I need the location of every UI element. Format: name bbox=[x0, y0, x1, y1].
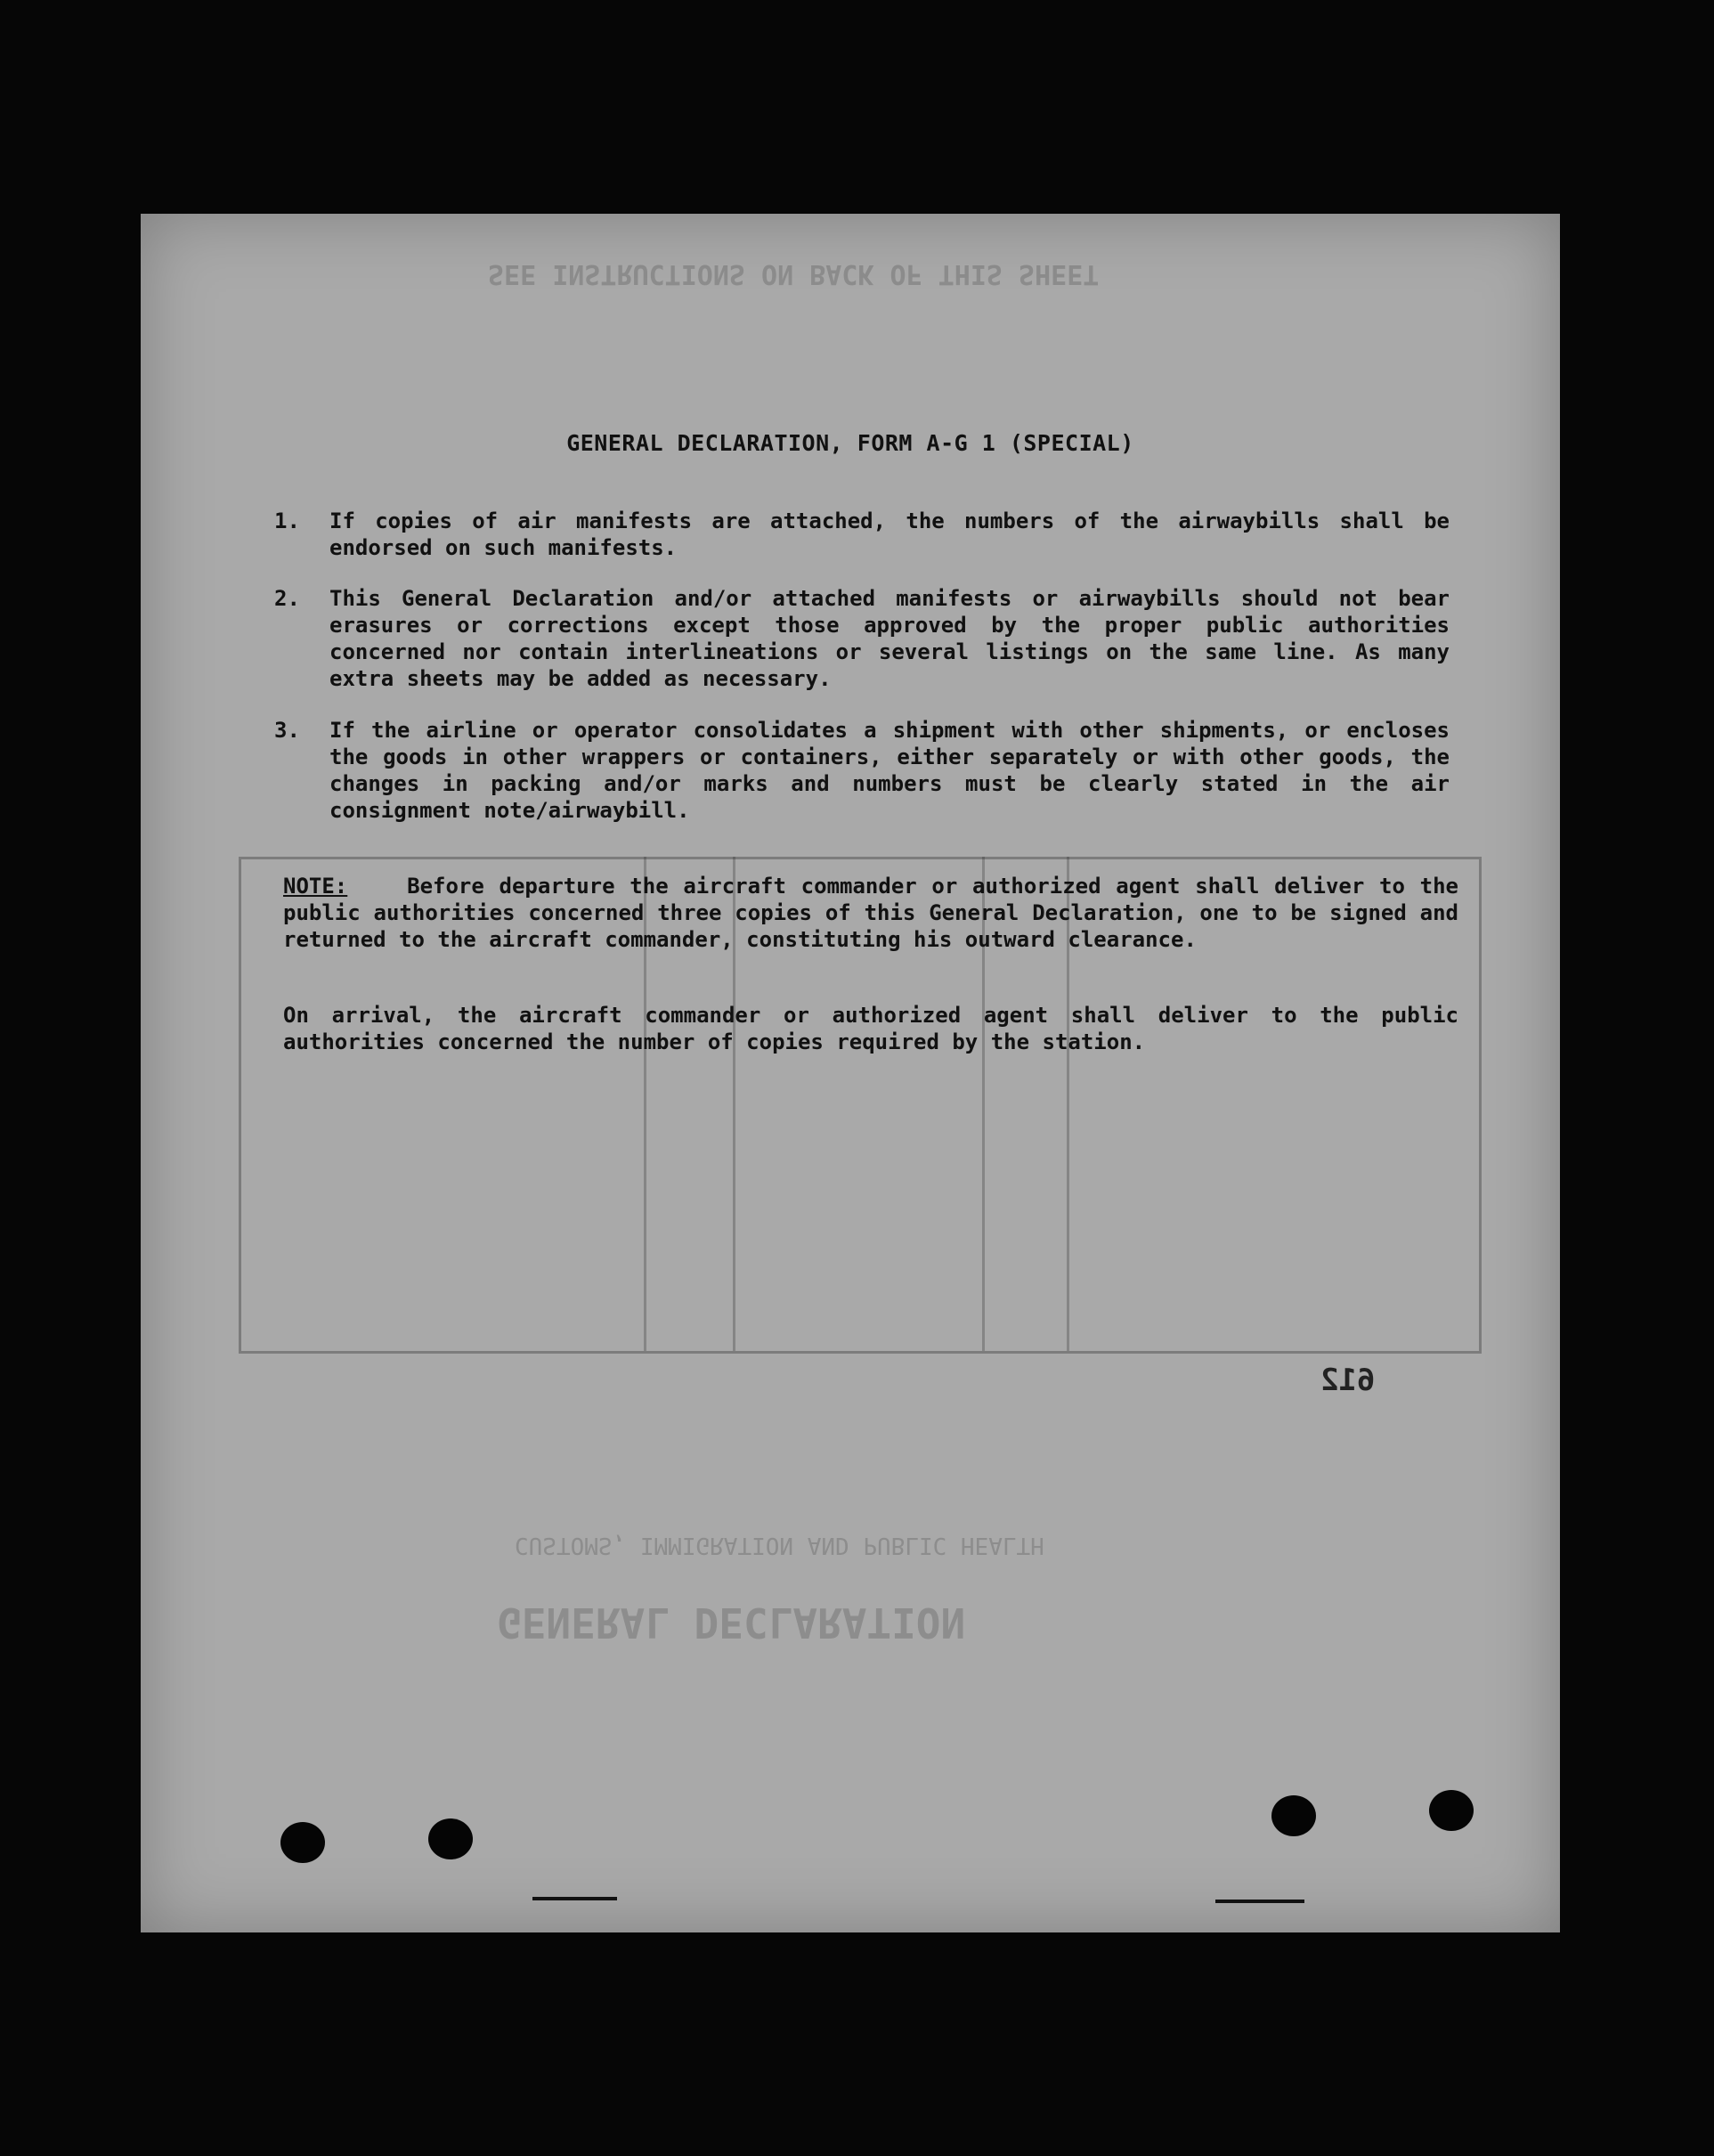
instruction-item-1 bbox=[274, 508, 1450, 561]
scan-mark bbox=[1215, 1900, 1304, 1903]
bleed-through-text: GENERAL DECLARATION bbox=[497, 1599, 966, 1647]
document-page bbox=[141, 214, 1560, 1932]
item-text: If the airline or operator consolidates a shipment with other shipments, or encloses the goods in other wrappers or containers, either separately or with other goods, the changes in packing and/or marks and numbers must be clearly stated in the air consignment note/airwaybill. bbox=[329, 718, 1450, 823]
instruction-item-2 bbox=[274, 585, 1450, 692]
item-number: 1. bbox=[274, 508, 300, 533]
punch-hole bbox=[280, 1822, 325, 1863]
punch-hole bbox=[1429, 1790, 1474, 1831]
note-text: On arrival, the aircraft commander or authorized agent shall deliver to the public authorities concerned the number of copies required by the station. bbox=[283, 1003, 1458, 1054]
document-title: GENERAL DECLARATION, FORM A-G 1 (SPECIAL) bbox=[566, 430, 1134, 456]
item-text: If copies of air manifests are attached, the numbers of the airwaybills shall be endorsed on such manifests. bbox=[329, 508, 1450, 560]
stamped-number: 612 bbox=[1320, 1363, 1376, 1398]
punch-hole bbox=[1271, 1795, 1316, 1836]
item-text: This General Declaration and/or attached manifests or airwaybills should not bear erasures or corrections except those approved by the proper public authorities concerned nor contain interlineations or several listings on the same line. As many extra sheets may be added as necessary. bbox=[329, 586, 1450, 691]
item-number: 3. bbox=[274, 718, 300, 743]
instruction-item-3 bbox=[274, 717, 1450, 824]
bleed-through-text: SEE INSTRUCTIONS ON BACK OF THIS SHEET bbox=[488, 258, 1100, 289]
item-number: 2. bbox=[274, 586, 300, 611]
note-label: NOTE: bbox=[283, 874, 348, 899]
note-paragraph-1 bbox=[283, 873, 1458, 953]
punch-hole bbox=[428, 1818, 473, 1859]
note-paragraph-2 bbox=[283, 1002, 1458, 1055]
scan-mark bbox=[532, 1897, 617, 1900]
note-text: Before departure the aircraft commander or authorized agent shall deliver to the public authorities concerned three copies of this General Declaration, one to be signed and returned to the aircraft commander, constituting his outward clearance. bbox=[283, 874, 1459, 952]
bleed-through-text: CUSTOMS, IMMIGRATION AND PUBLIC HEALTH bbox=[515, 1532, 1044, 1558]
